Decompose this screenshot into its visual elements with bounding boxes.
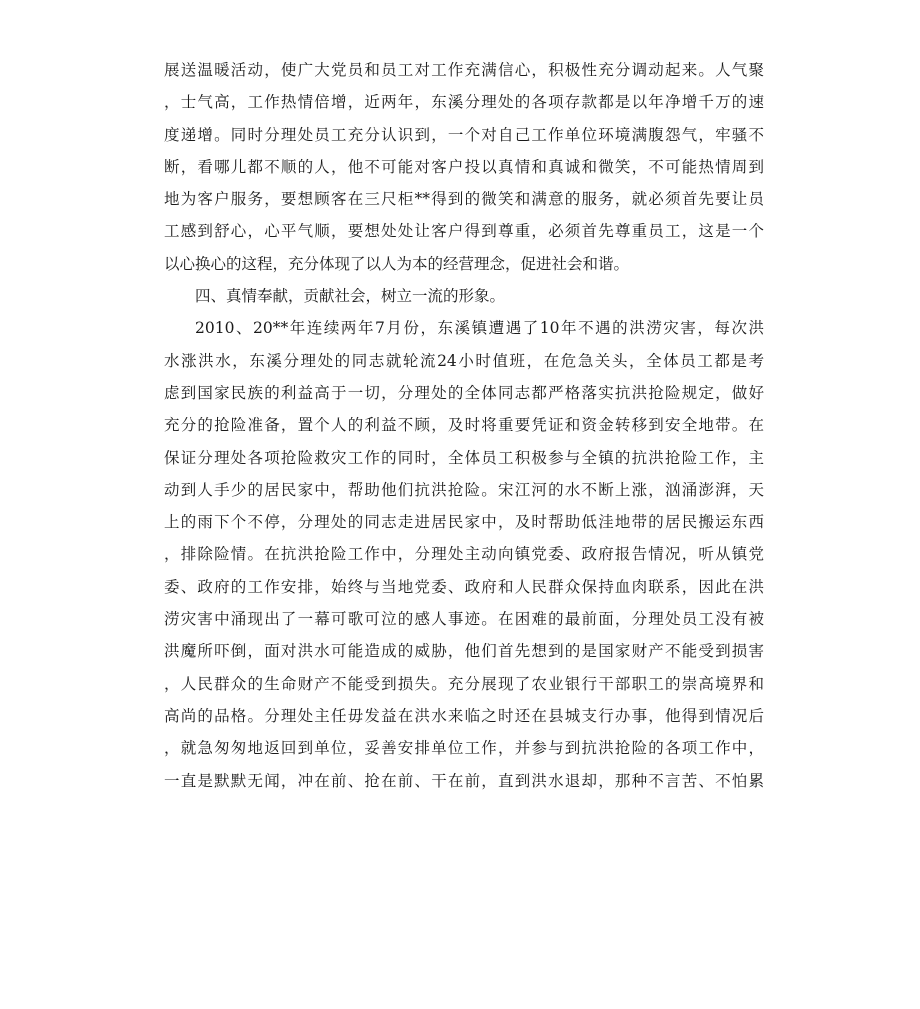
- section-heading: 四、真情奉献，贡献社会，树立一流的形象。: [195, 287, 506, 306]
- text-line: 委、政府的工作安排，始终与当地党委、政府和人民群众保持血肉联系，因此在洪: [164, 577, 764, 596]
- paragraph-first-line: 2010、20**年连续两年7月份，东溪镇遭遇了10年不遇的洪涝灾害，每次洪: [195, 319, 764, 338]
- text-line: 充分的抢险准备，置个人的利益不顾，及时将重要凭证和资金转移到安全地带。在: [164, 416, 764, 435]
- text-line: 地为客户服务，要想顾客在三尺柜**得到的微笑和满意的服务，就必须首先要让员: [164, 190, 764, 209]
- text-line: 虑到国家民族的利益高于一切，分理处的全体同志都严格落实抗洪抢险规定，做好: [164, 383, 764, 402]
- text-line: 展送温暖活动，使广大党员和员工对工作充满信心，积极性充分调动起来。人气聚: [164, 61, 764, 79]
- document-body: [164, 54, 764, 797]
- text-line: 动到人手少的居民家中，帮助他们抗洪抢险。宋江河的水不断上涨，汹涌澎湃，天: [164, 480, 764, 499]
- text-line: 断，看哪儿都不顺的人，他不可能对客户投以真情和真诚和微笑，不可能热情周到: [164, 157, 764, 176]
- text-line: 涝灾害中涌现出了一幕可歌可泣的感人事迹。在困难的最前面，分理处员工没有被: [164, 610, 764, 629]
- text-line: ，士气高，工作热情倍增，近两年，东溪分理处的各项存款都是以年净增千万的速: [164, 93, 764, 112]
- text-line: ，排除险情。在抗洪抢险工作中，分理处主动向镇党委、政府报告情况，听从镇党: [164, 545, 764, 564]
- text-line: ，人民群众的生命财产不能受到损失。充分展现了农业银行干部职工的崇高境界和: [164, 674, 764, 693]
- text-line: 上的雨下个不停，分理处的同志走进居民家中，及时帮助低洼地带的居民搬运东西: [164, 513, 764, 532]
- text-line: 洪魔所吓倒，面对洪水可能造成的威胁，他们首先想到的是国家财产不能受到损害: [164, 642, 764, 661]
- text-line: 高尚的品格。分理处主任毋发益在洪水来临之时还在县城支行办事，他得到情况后: [164, 706, 764, 725]
- text-line: 水涨洪水，东溪分理处的同志就轮流24小时值班，在危急关头，全体员工都是考: [164, 351, 764, 370]
- text-line: 度递增。同时分理处员工充分认识到，一个对自己工作单位环境满腹怨气，牢骚不: [164, 125, 764, 144]
- paragraph-end-line: 以心换心的这程，充分体现了以人为本的经营理念，促进社会和谐。: [164, 254, 630, 273]
- text-line: ，就急匆匆地返回到单位，妥善安排单位工作，并参与到抗洪抢险的各项工作中，: [164, 739, 764, 758]
- text-line: 保证分理处各项抢险救灾工作的同时，全体员工积极参与全镇的抗洪抢险工作，主: [164, 448, 764, 467]
- text-line: 一直是默默无闻，冲在前、抢在前、干在前，直到洪水退却，那种不言苦、不怕累: [164, 771, 764, 790]
- text-line: 工感到舒心，心平气顺，要想处处让客户得到尊重，必须首先尊重员工，这是一个: [164, 222, 764, 241]
